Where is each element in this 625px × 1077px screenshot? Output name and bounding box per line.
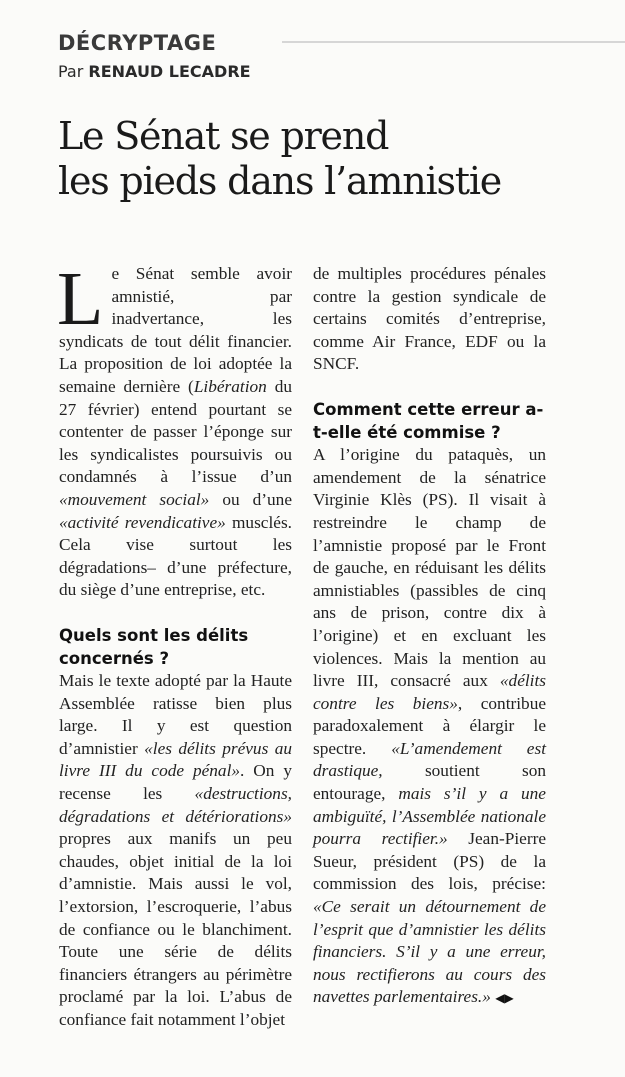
- text-run: , contribue paradoxalement à élargir le spectre.: [313, 693, 546, 758]
- paragraph-gap: [313, 376, 546, 399]
- text-run: musclés. Cela vise surtout les dégradations– d’une préfecture, du siège d’une entreprise, etc.: [59, 512, 292, 600]
- question-heading-2: Comment cette erreur a-t-elle été commise ?: [313, 399, 544, 442]
- headline-line-2: les pieds dans l’amnistie: [58, 159, 502, 203]
- text-run: propres aux manifs un peu chaudes, objet initial de la loi d’amnistie. Mais aussi le vol, l’extorsion, l’escroquerie, l’abus de confiance ou le blanchiment. Toute une série de délits financiers étrangers au périmètre proclamé par la loi. L’abus de confiance fait notamment l’objet: [59, 829, 292, 1029]
- text-run: Mais le texte adopté par la Haute Assemblée ratisse bien plus large. Il y est question d’amnistier: [59, 671, 292, 758]
- quote: «activité revendicative»: [59, 512, 226, 532]
- header-rule: [282, 41, 625, 43]
- headline-line-1: Le Sénat se prend: [58, 114, 389, 158]
- quote: «L’amendement est drastique,: [313, 738, 547, 781]
- quote: «mouvement social»: [59, 489, 210, 509]
- article-column-right: [313, 263, 546, 1010]
- author-name: RENAUD LECADRE: [88, 62, 251, 81]
- paragraph-answer-1: [59, 670, 292, 1032]
- drop-cap: L: [57, 257, 104, 341]
- section-rubric: DÉCRYPTAGE: [58, 31, 217, 55]
- text-run: ou d’une: [209, 489, 292, 509]
- paragraph-answer-2: [313, 444, 546, 1010]
- quote: «destructions, dégradations et détériorations»: [59, 784, 292, 826]
- text-run: soutient son entourage,: [313, 761, 546, 804]
- paragraph-gap: [59, 602, 292, 625]
- article-column-left: [57, 257, 292, 1032]
- quote: «Ce serait un détournement de l’esprit que d’amnistier les délits financiers. S’il y a une erreur, nous rectifierons au cours des navettes parlementaires.»: [313, 897, 546, 1007]
- text-run: e Sénat semble avoir amnistié, par inadvertance, les syndicats de tout délit financier. La proposition de loi adoptée la semaine dernière (: [59, 264, 292, 396]
- byline: [58, 62, 251, 81]
- end-of-article-icon: ◀▶: [495, 991, 514, 1006]
- quote: «délits contre les biens»: [313, 671, 546, 713]
- quote: «les délits prévus au livre III du code pénal»: [59, 738, 292, 781]
- question-heading-1: Quels sont les délits concernés ?: [59, 625, 249, 668]
- text-run: A l’origine du pataquès, un amendement de la sénatrice Virginie Klès (PS). Il visait à restreindre le champ de l’amnistie proposé par le Front de gauche, en réduisant les délits amnistiables (passibles de cinq ans de prison, contre dix à l’origine) et en excluant les violences. Mais la mention au livre III, consacré aux: [313, 445, 546, 691]
- text-run: Jean-Pierre Sueur, président (PS) de la commission des lois, précise:: [313, 829, 547, 894]
- paragraph-intro: [57, 257, 292, 602]
- source-name: Libération: [193, 376, 267, 396]
- paragraph-answer-1-continued: [313, 263, 546, 376]
- headline: [58, 114, 618, 204]
- text-run: de multiples procédures pénales contre la gestion syndicale de certains comités d’entreprise, comme Air France, EDF ou la SNCF.: [313, 264, 546, 374]
- byline-prefix: Par: [58, 62, 84, 81]
- quote: mais s’il y a une ambiguïté, l’Assemblée nationale pourra rectifier.»: [313, 784, 546, 849]
- text-run: . On y recense les: [59, 761, 292, 804]
- text-run: du 27 février) entend pourtant se contenter de passer l’éponge sur les syndicalistes poursuivis ou condamnés à l’issue d’un: [59, 376, 292, 487]
